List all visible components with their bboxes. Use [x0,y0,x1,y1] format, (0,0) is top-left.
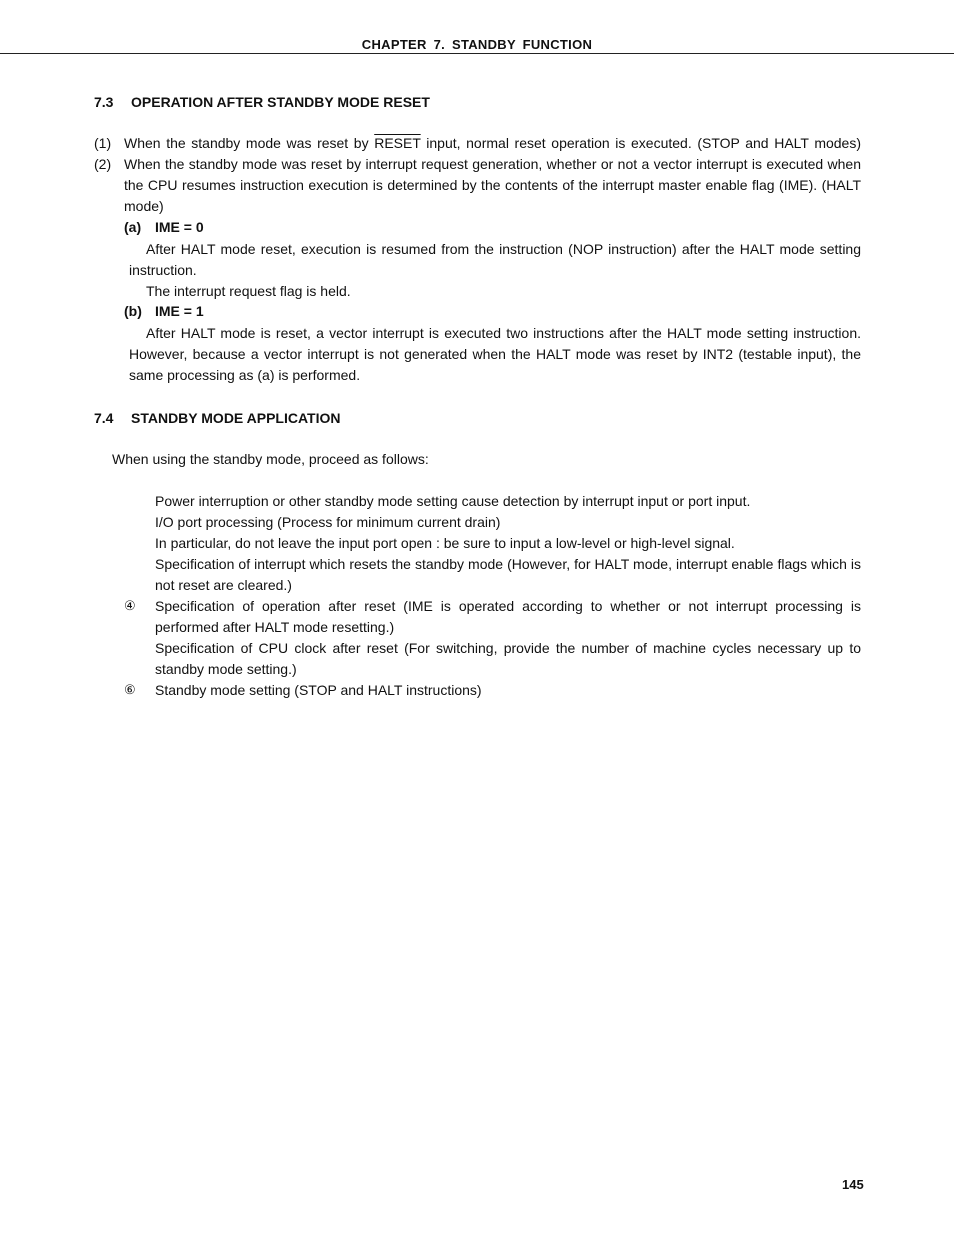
section-number: 7.3 [94,94,114,110]
sub-b-paragraph-1: After HALT mode is reset, a vector interrupt is executed two instructions after the HALT mode setting instruction. However, because a vector interrupt is not generated when the HALT mode was reset by INT2 (testable input), the same processing as (a) is performed. [129,325,861,383]
step-text: Specification of operation after reset (IME is operated according to whether or not interrupt processing is performed after HALT mode resetting.) [155,598,861,635]
item1-text-after: input, normal reset operation is executed. (STOP and HALT modes) [420,135,861,151]
section-heading-7-3 [94,94,430,110]
section-intro: When using the standby mode, proceed as follows: [112,451,429,467]
subheading-a [124,219,204,235]
section-title: OPERATION AFTER STANDBY MODE RESET [131,94,430,110]
section-number: 7.4 [94,410,114,426]
page-number: 145 [842,1177,864,1192]
step-text: Specification of CPU clock after reset (For switching, provide the number of machine cycles necessary up to standby mode setting.) [155,640,861,677]
sub-a-paragraph-2: The interrupt request flag is held. [146,283,351,299]
step-text: Power interruption or other standby mode setting cause detection by interrupt input or port input. [155,493,751,509]
header-rule [0,53,954,54]
chapter-header: CHAPTER 7. STANDBY FUNCTION [361,37,593,52]
step-text: Specification of interrupt which resets the standby mode (However, for HALT mode, interrupt enable flags which is not reset are cleared.) [155,556,861,593]
reset-signal: RESET [374,135,421,151]
section-heading-7-4 [94,410,341,426]
item-text-1 [124,133,861,154]
item-label-1: (1) [94,135,112,151]
step-text: Standby mode setting (STOP and HALT instructions) [155,682,482,698]
subheading-b [124,303,204,319]
sub-heading-a: IME = 0 [155,219,204,235]
sub-label-b: (b) [124,303,142,319]
step-marker: ⑥ [124,682,136,697]
item-label-2: (2) [94,156,112,172]
sub-heading-b: IME = 1 [155,303,204,319]
step-text: In particular, do not leave the input port open : be sure to input a low-level or high-level signal. [155,535,735,551]
sub-label-a: (a) [124,219,142,235]
item1-text-before: When the standby mode was reset by [124,135,375,151]
step-marker: ④ [124,598,136,613]
item-text-2: When the standby mode was reset by interrupt request generation, whether or not a vector interrupt is executed when the CPU resumes instruction execution is determined by the contents of the interrupt master enable flag (IME). (HALT mode) [124,156,861,214]
section-title: STANDBY MODE APPLICATION [131,410,341,426]
sub-a-paragraph-1: After HALT mode reset, execution is resumed from the instruction (NOP instruction) after the HALT mode setting instruction. [129,241,861,278]
step-text: I/O port processing (Process for minimum current drain) [155,514,501,530]
